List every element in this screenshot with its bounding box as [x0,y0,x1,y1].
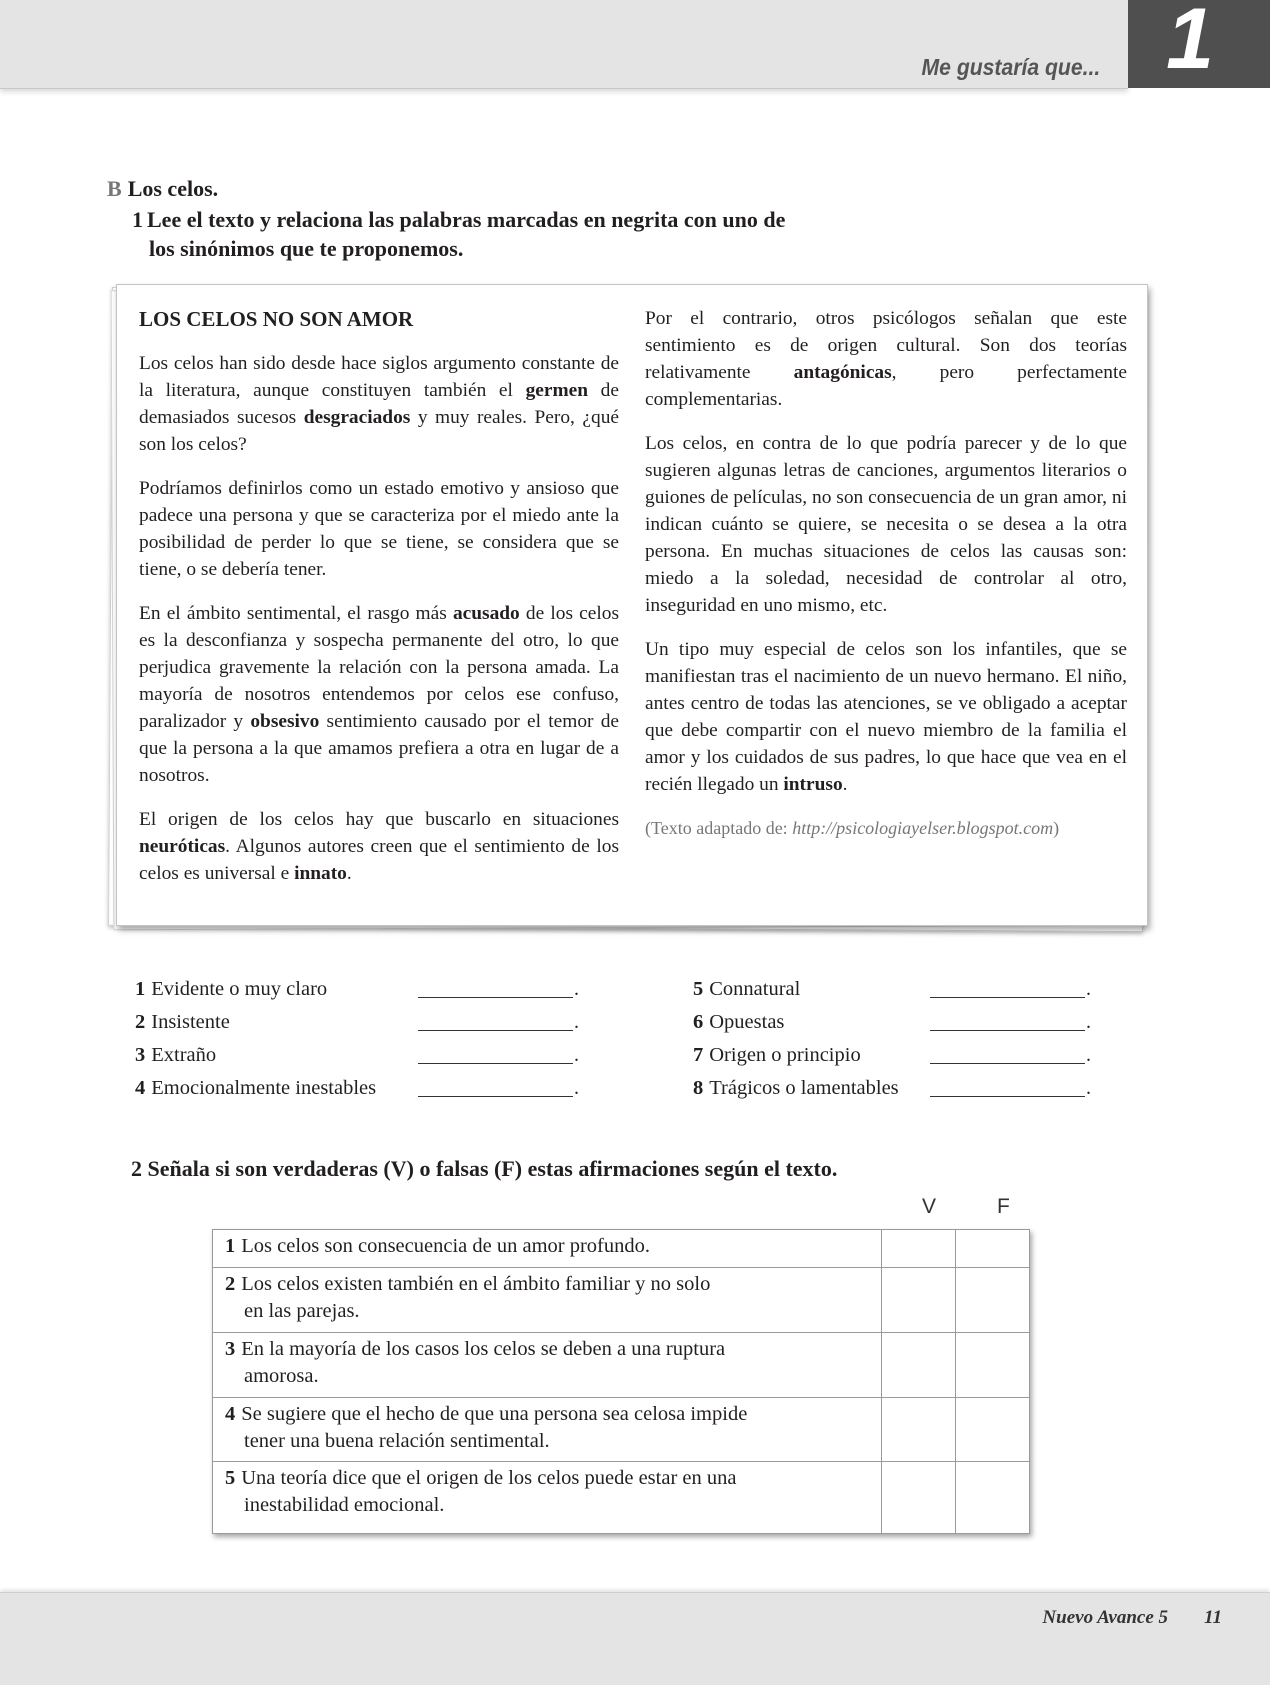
answer-blank[interactable] [930,1029,1085,1031]
true-checkbox[interactable] [881,1333,955,1398]
reading-paragraph: En el ámbito sentimental, el rasgo más acusado de los celos es la desconfianza y sospecha permanente del otro, lo que perjudica gravemente la relación con la persona amada. La mayoría de nosotros entendemos por celos ese confuso, paralizador y obsesivo sentimiento causado por el temor de que la persona a la que amamos prefiera a otra en lugar de a nosotros. [139,603,620,786]
exercise-1-line-2: los sinónimos que te proponemos. [149,236,464,261]
exercise-2-instruction: 2 Señala si son verdaderas (V) o falsas (F) estas afirmaciones según el texto. [131,1156,838,1181]
bold-word: acusado [452,603,520,624]
true-checkbox[interactable] [881,1268,955,1333]
true-false-table [212,1229,1030,1534]
book-title: Nuevo Avance 5 [1042,1607,1168,1628]
source-url: http://psicologiayelser.blogspot.com [792,818,1054,838]
bold-word: desgraciados [303,407,411,428]
reading-paragraph: Los celos, en contra de lo que podría parecer y de lo que sugieren algunas letras de canciones, argumentos literarios o guiones de películas, no son consecuencia de un gran amor, ni indican cuánto se quiere, se necesita o se desea a la otra persona. En muchas situaciones de celos las causas son: miedo a la soledad, necesidad de controlar al otro, inseguridad en uno mismo, etc. [645,433,1127,616]
bold-word: germen [525,380,589,401]
bold-word: antagónicas [793,362,892,383]
table-row [213,1333,1030,1398]
unit-number: 1 [1166,0,1214,87]
unit-number-box [1128,0,1270,88]
synonym-item: 7 Origen o principio [693,1044,861,1066]
header-band [0,0,1128,89]
synonym-item: 3 Extraño [135,1044,217,1066]
true-column-header: V [922,1195,937,1218]
table-row [213,1462,1030,1534]
true-checkbox[interactable] [881,1398,955,1462]
false-checkbox[interactable] [955,1333,1029,1398]
reading-paragraph: Por el contrario, otros psicólogos señalan que este sentimiento es de origen cultural. Son dos teorías relativamente antagónicas, pero perfectamente complementarias. [645,308,1127,410]
synonym-item: 2 Insistente [135,1011,230,1033]
true-checkbox[interactable] [881,1230,955,1268]
unit-title: Me gustaría que... [921,54,1100,80]
answer-blank[interactable] [418,996,573,998]
statement-cell: 3 En la mayoría de los casos los celos se deben a una ruptura amorosa. [213,1333,882,1398]
synonym-item: 6 Opuestas [693,1011,785,1033]
synonym-item: 5 Connatural [693,978,801,1000]
section-heading [107,176,218,202]
false-checkbox[interactable] [955,1462,1029,1534]
answer-blank[interactable] [930,1095,1085,1097]
synonym-item: 4 Emocionalmente inestables [135,1077,377,1099]
statement-cell: 2 Los celos existen también en el ámbito familiar y no solo en las parejas. [213,1268,882,1333]
reading-paragraph: El origen de los celos hay que buscarlo en situaciones neuróticas. Algunos autores creen que el sentimiento de los celos es universal e innato. [139,809,619,884]
false-checkbox[interactable] [955,1268,1029,1333]
answer-blank[interactable] [418,1062,573,1064]
statement-cell: 1 Los celos son consecuencia de un amor profundo. [213,1230,882,1268]
exercise-1-number: 1 [132,207,143,232]
answer-blank[interactable] [930,1062,1085,1064]
synonym-item: 8 Trágicos o lamentables [693,1077,899,1099]
reading-paragraph: Los celos han sido desde hace siglos argumento constante de la literatura, aunque constituyen también el germen de demasiados sucesos desgraciados y muy reales. Pero, ¿qué son los celos? [139,353,619,455]
exercise-1-instruction [132,205,892,263]
answer-blank[interactable] [418,1029,573,1031]
section-letter: B [107,176,122,201]
answer-blank[interactable] [930,996,1085,998]
false-checkbox[interactable] [955,1230,1029,1268]
reading-text-box [116,284,1148,926]
false-column-header: F [997,1195,1010,1218]
synonym-item: 1 Evidente o muy claro [135,978,328,1000]
false-checkbox[interactable] [955,1398,1029,1462]
bold-word: obsesivo [250,711,320,732]
reading-column-right [645,305,1127,859]
statement-cell: 4 Se sugiere que el hecho de que una persona sea celosa impide tener una buena relación sentimental. [213,1398,882,1462]
reading-source: (Texto adaptado de: http://psicologiayelser.blogspot.com) [645,818,1060,838]
bold-word: neuróticas [139,836,226,857]
table-row [213,1230,1030,1268]
table-row [213,1398,1030,1462]
answer-blank[interactable] [418,1095,573,1097]
statement-cell: 5 Una teoría dice que el origen de los celos puede estar en una inestabilidad emocional. [213,1462,882,1534]
bold-word: intruso [783,774,843,795]
page-footer [0,1592,1270,1685]
section-title: Los celos. [127,176,219,201]
table-row [213,1268,1030,1333]
reading-column-left [139,305,619,904]
reading-title: LOS CELOS NO SON AMOR [139,307,414,331]
reading-paragraph: Podríamos definirlos como un estado emotivo y ansioso que padece una persona y que se caracteriza por el miedo ante la posibilidad de perder lo que se tiene, se considera que se tiene, o se debería tener. [139,478,619,580]
page-number: 11 [1204,1607,1222,1628]
reading-paragraph: Un tipo muy especial de celos son los infantiles, que se manifiestan tras el nacimiento de un nuevo hermano. El niño, antes centro de todas las atenciones, se ve obligado a aceptar que debe compartir con el nuevo miembro de la familia el amor y los cuidados de sus padres, lo que hace que vea en el recién llegado un intruso. [645,639,1127,795]
bold-word: innato [294,863,347,884]
exercise-1-line-1: Lee el texto y relaciona las palabras marcadas en negrita con uno de [147,207,786,232]
true-checkbox[interactable] [881,1462,955,1534]
